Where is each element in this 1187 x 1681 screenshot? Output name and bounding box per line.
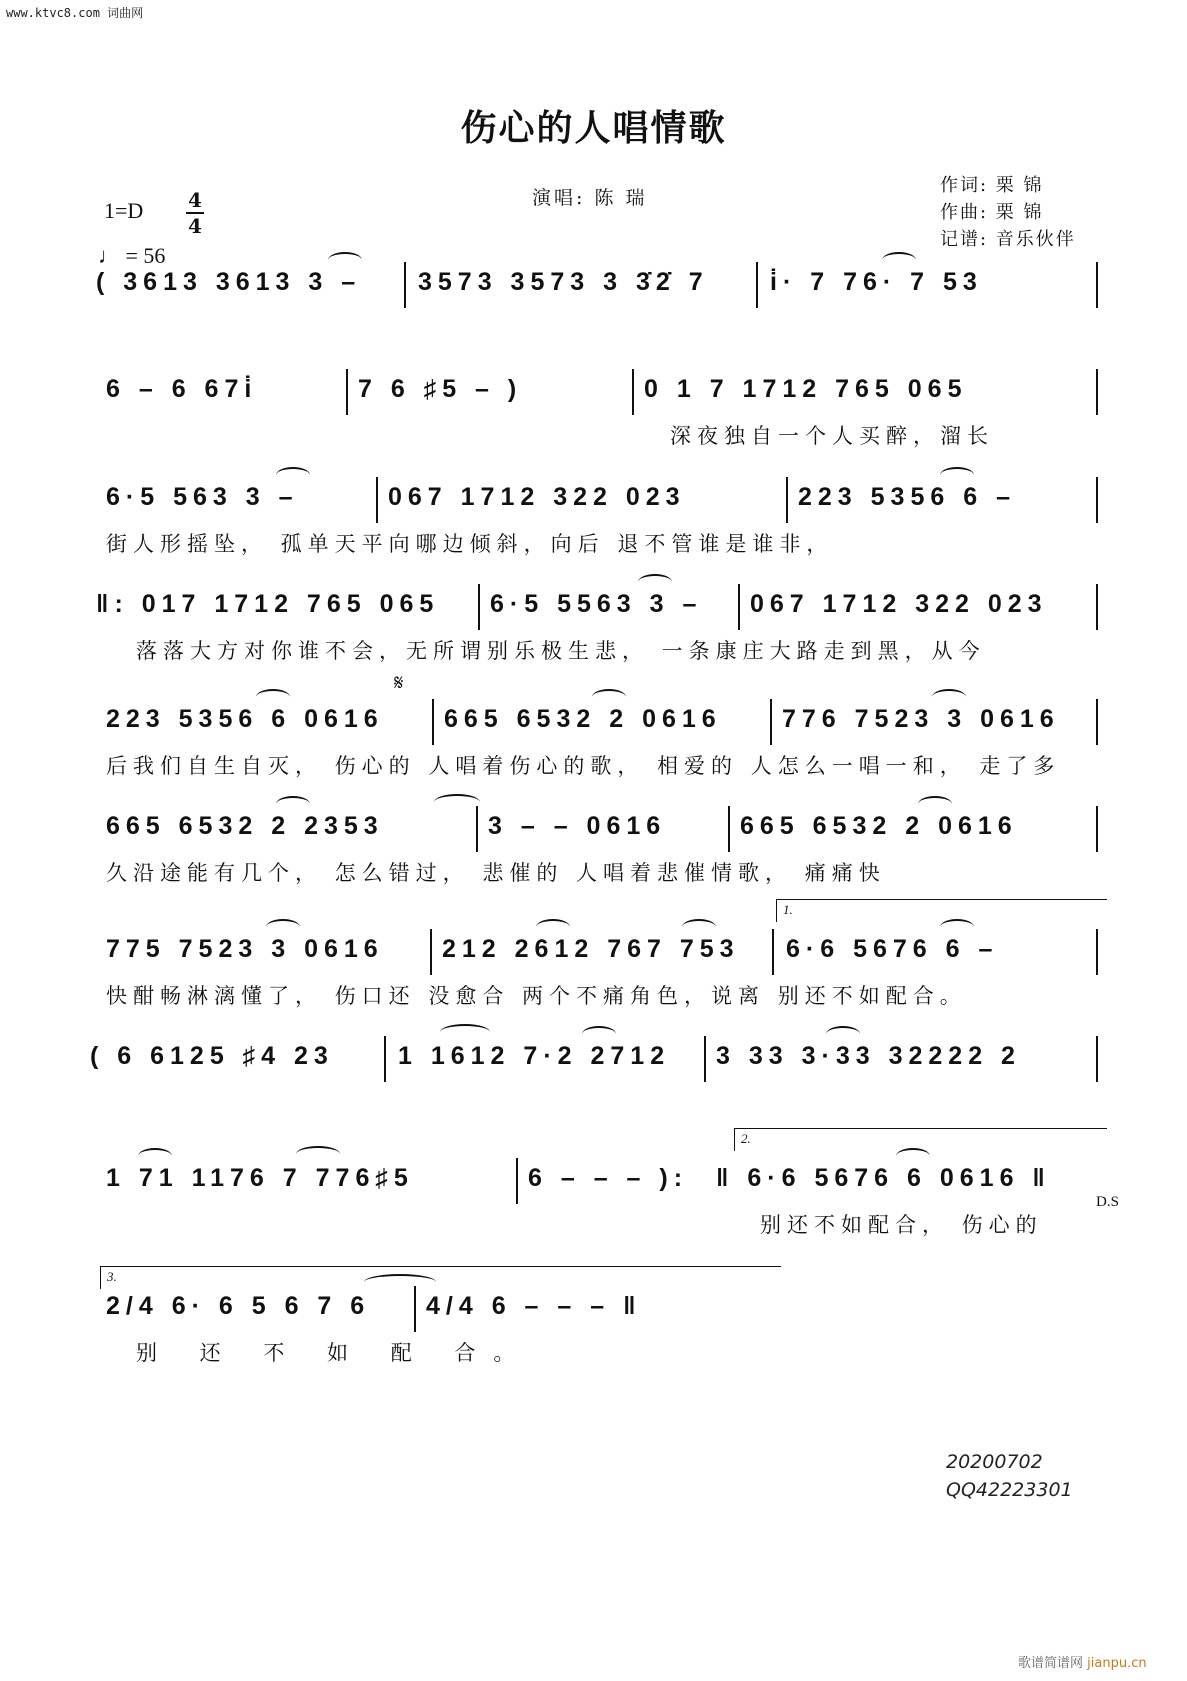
site-watermark: www.ktvc8.com 词曲网 [6,6,144,20]
barline [770,699,772,745]
measure: 6·5 563 3 – [106,483,299,511]
measure: 223 5356 6 0616 [106,705,384,733]
measure: 067 1712 322 023 [388,483,686,511]
measure: 665 6532 2 0616 [740,812,1018,840]
volta-bracket-1 [776,899,1107,922]
measure: 212 2612 767 753 [442,935,740,963]
tie-mark [940,467,974,483]
song-title: 伤心的人唱情歌 [460,107,727,149]
volta-bracket-3 [100,1266,781,1289]
measure: 4/4 6 – – – ‖ [426,1292,642,1320]
volta-bracket-2 [734,1128,1107,1151]
transcriber-credit: 记谱: 音乐伙伴 [940,229,1076,250]
measure: 223 5356 6 – [798,483,1016,511]
barline [756,262,758,308]
barline [1096,699,1098,745]
staff-row-4 [96,590,1106,663]
watermark-domain: jianpu.cn [1087,1656,1147,1671]
barline [346,369,348,415]
singer-credit: 演唱: 陈 瑞 [532,187,648,209]
measure: 067 1712 322 023 [750,590,1048,618]
measure: 3 – – 0616 [488,812,667,840]
barline [376,477,378,523]
measure: 3 33 3·33 32222 2 [716,1042,1021,1070]
measure: 776 7523 3 0616 [782,705,1060,733]
lyricist-credit: 作词: 栗 锦 [940,175,1044,196]
barline [1096,929,1098,975]
barline [728,806,730,852]
tie-mark [682,919,716,935]
tempo-value: = 56 [125,243,166,268]
tie-mark [592,689,626,705]
staff-row-7 [96,902,1106,1008]
tie-mark [296,1146,340,1162]
lyrics-line: 街人形摇坠， 孤单天平向哪边倾斜，向后 退不管谁是谁非， [106,532,834,556]
barline [1096,584,1098,630]
barline [786,477,788,523]
measure: 6·6 5676 6 – [786,935,999,963]
staff-row-5 [96,671,1106,778]
measure: i̇· 7 76· 7 53 [770,268,983,296]
lyrics-line: 落落大方对你谁不会，无所谓别乐极生悲， 一条康庄大路走到黑，从今 [136,639,986,663]
barline [1096,806,1098,852]
watermark-site-name: 歌谱简谱网 [1018,1656,1084,1671]
transcription-signature [946,1448,1073,1504]
measure: 6·5 5563 3 – [490,590,703,618]
barline [632,369,634,415]
tie-mark [940,919,974,935]
measure: 0 1 7 1712 765 065 [644,375,968,403]
barline [404,262,406,308]
barline [1096,1036,1098,1082]
tie-mark [882,252,916,268]
tie-mark [582,1026,616,1042]
tie-mark [918,796,952,812]
barline [476,806,478,852]
tie-mark [434,794,480,810]
measure: ‖: 017 1712 765 065 [96,590,440,618]
barline [738,584,740,630]
measure: 1 1612 7·2 2712 [398,1042,671,1070]
volta-label: 1. [783,902,793,917]
barline [516,1158,518,1204]
tie-mark [440,1024,490,1040]
segno-icon: 𝄋 [394,671,404,696]
measure: ( 3613 3613 3 – [96,268,362,296]
measure: ( 6 6125 ♯4 23 [90,1042,334,1070]
measure: 775 7523 3 0616 [106,935,384,963]
tie-mark [328,252,362,268]
barline [1096,477,1098,523]
time-signature [186,190,204,236]
tie-mark [364,1274,436,1290]
staff-row-6 [96,812,1106,885]
barline [414,1286,416,1332]
volta-label: 2. [741,1131,751,1146]
lyrics-line: 别 还 不 如 配 合。 [136,1341,533,1365]
barline [1096,262,1098,308]
staff-row-2 [96,375,1106,448]
measure: 6 – – – ): [528,1164,689,1192]
tie-mark [138,1148,172,1164]
lyrics-line: 深夜独自一个人买醉，溜长 [670,424,994,448]
tie-mark [638,574,672,590]
tie-mark [256,689,290,705]
transcriber-qq: QQ42223301 [946,1479,1073,1501]
barline [430,929,432,975]
tie-mark [276,796,310,812]
tie-mark [536,919,570,935]
lyrics-line: 快酣畅淋漓懂了， 伤口还 没愈合 两个不痛角色，说离 别还不如配合。 [106,984,967,1008]
tie-mark [932,689,966,705]
measure: 2/4 6· 6 5 6 7 6 [106,1292,371,1320]
lyrics-line: 久沿途能有几个， 怎么错过， 悲催的 人唱着悲催情歌， 痛痛快 [106,861,886,885]
lyrics-line: 别还不如配合， 伤心的 [760,1213,1043,1237]
transcription-date: 20200702 [946,1451,1043,1473]
staff-row-8 [90,1042,1106,1082]
measure: 1 71 1176 7 776♯5 [106,1164,414,1192]
quarter-note-icon: ♩ [98,243,120,268]
staff-row-1 [96,268,1106,308]
measure: 665 6532 2 2353 [106,812,384,840]
staff-row-10 [96,1269,1106,1365]
dal-segno-marking: D.S [1096,1194,1119,1210]
tie-mark [266,919,300,935]
staff-row-9 [96,1131,1119,1237]
tie-mark [896,1148,930,1164]
measure: ‖ 6·6 5676 6 0616 ‖ [716,1164,1051,1192]
credits-block [940,172,1076,253]
barline [772,929,774,975]
barline [432,699,434,745]
volta-label: 3. [107,1269,117,1284]
tie-mark [276,467,310,483]
barline [384,1036,386,1082]
measure: 7 6 ♯5 – ) [358,375,523,403]
key-signature: 1=D [104,198,144,223]
tempo-marking [98,243,165,269]
site-watermark-bottom [1018,1652,1147,1671]
time-signature-top: 4 [188,188,202,212]
barline [478,584,480,630]
barline [1096,369,1098,415]
time-signature-bottom: 4 [188,214,202,238]
barline [704,1036,706,1082]
measure: 3573 3573 3 3̇2̇ 7 [418,268,709,296]
staff-row-3 [96,483,1106,556]
composer-credit: 作曲: 栗 锦 [940,202,1044,223]
lyrics-line: 后我们自生自灭， 伤心的 人唱着伤心的歌， 相爱的 人怎么一唱一和， 走了多 [106,754,1061,778]
tie-mark [826,1026,860,1042]
measure: 6 – 6 67i̇ [106,375,258,403]
measure: 665 6532 2 0616 [444,705,722,733]
